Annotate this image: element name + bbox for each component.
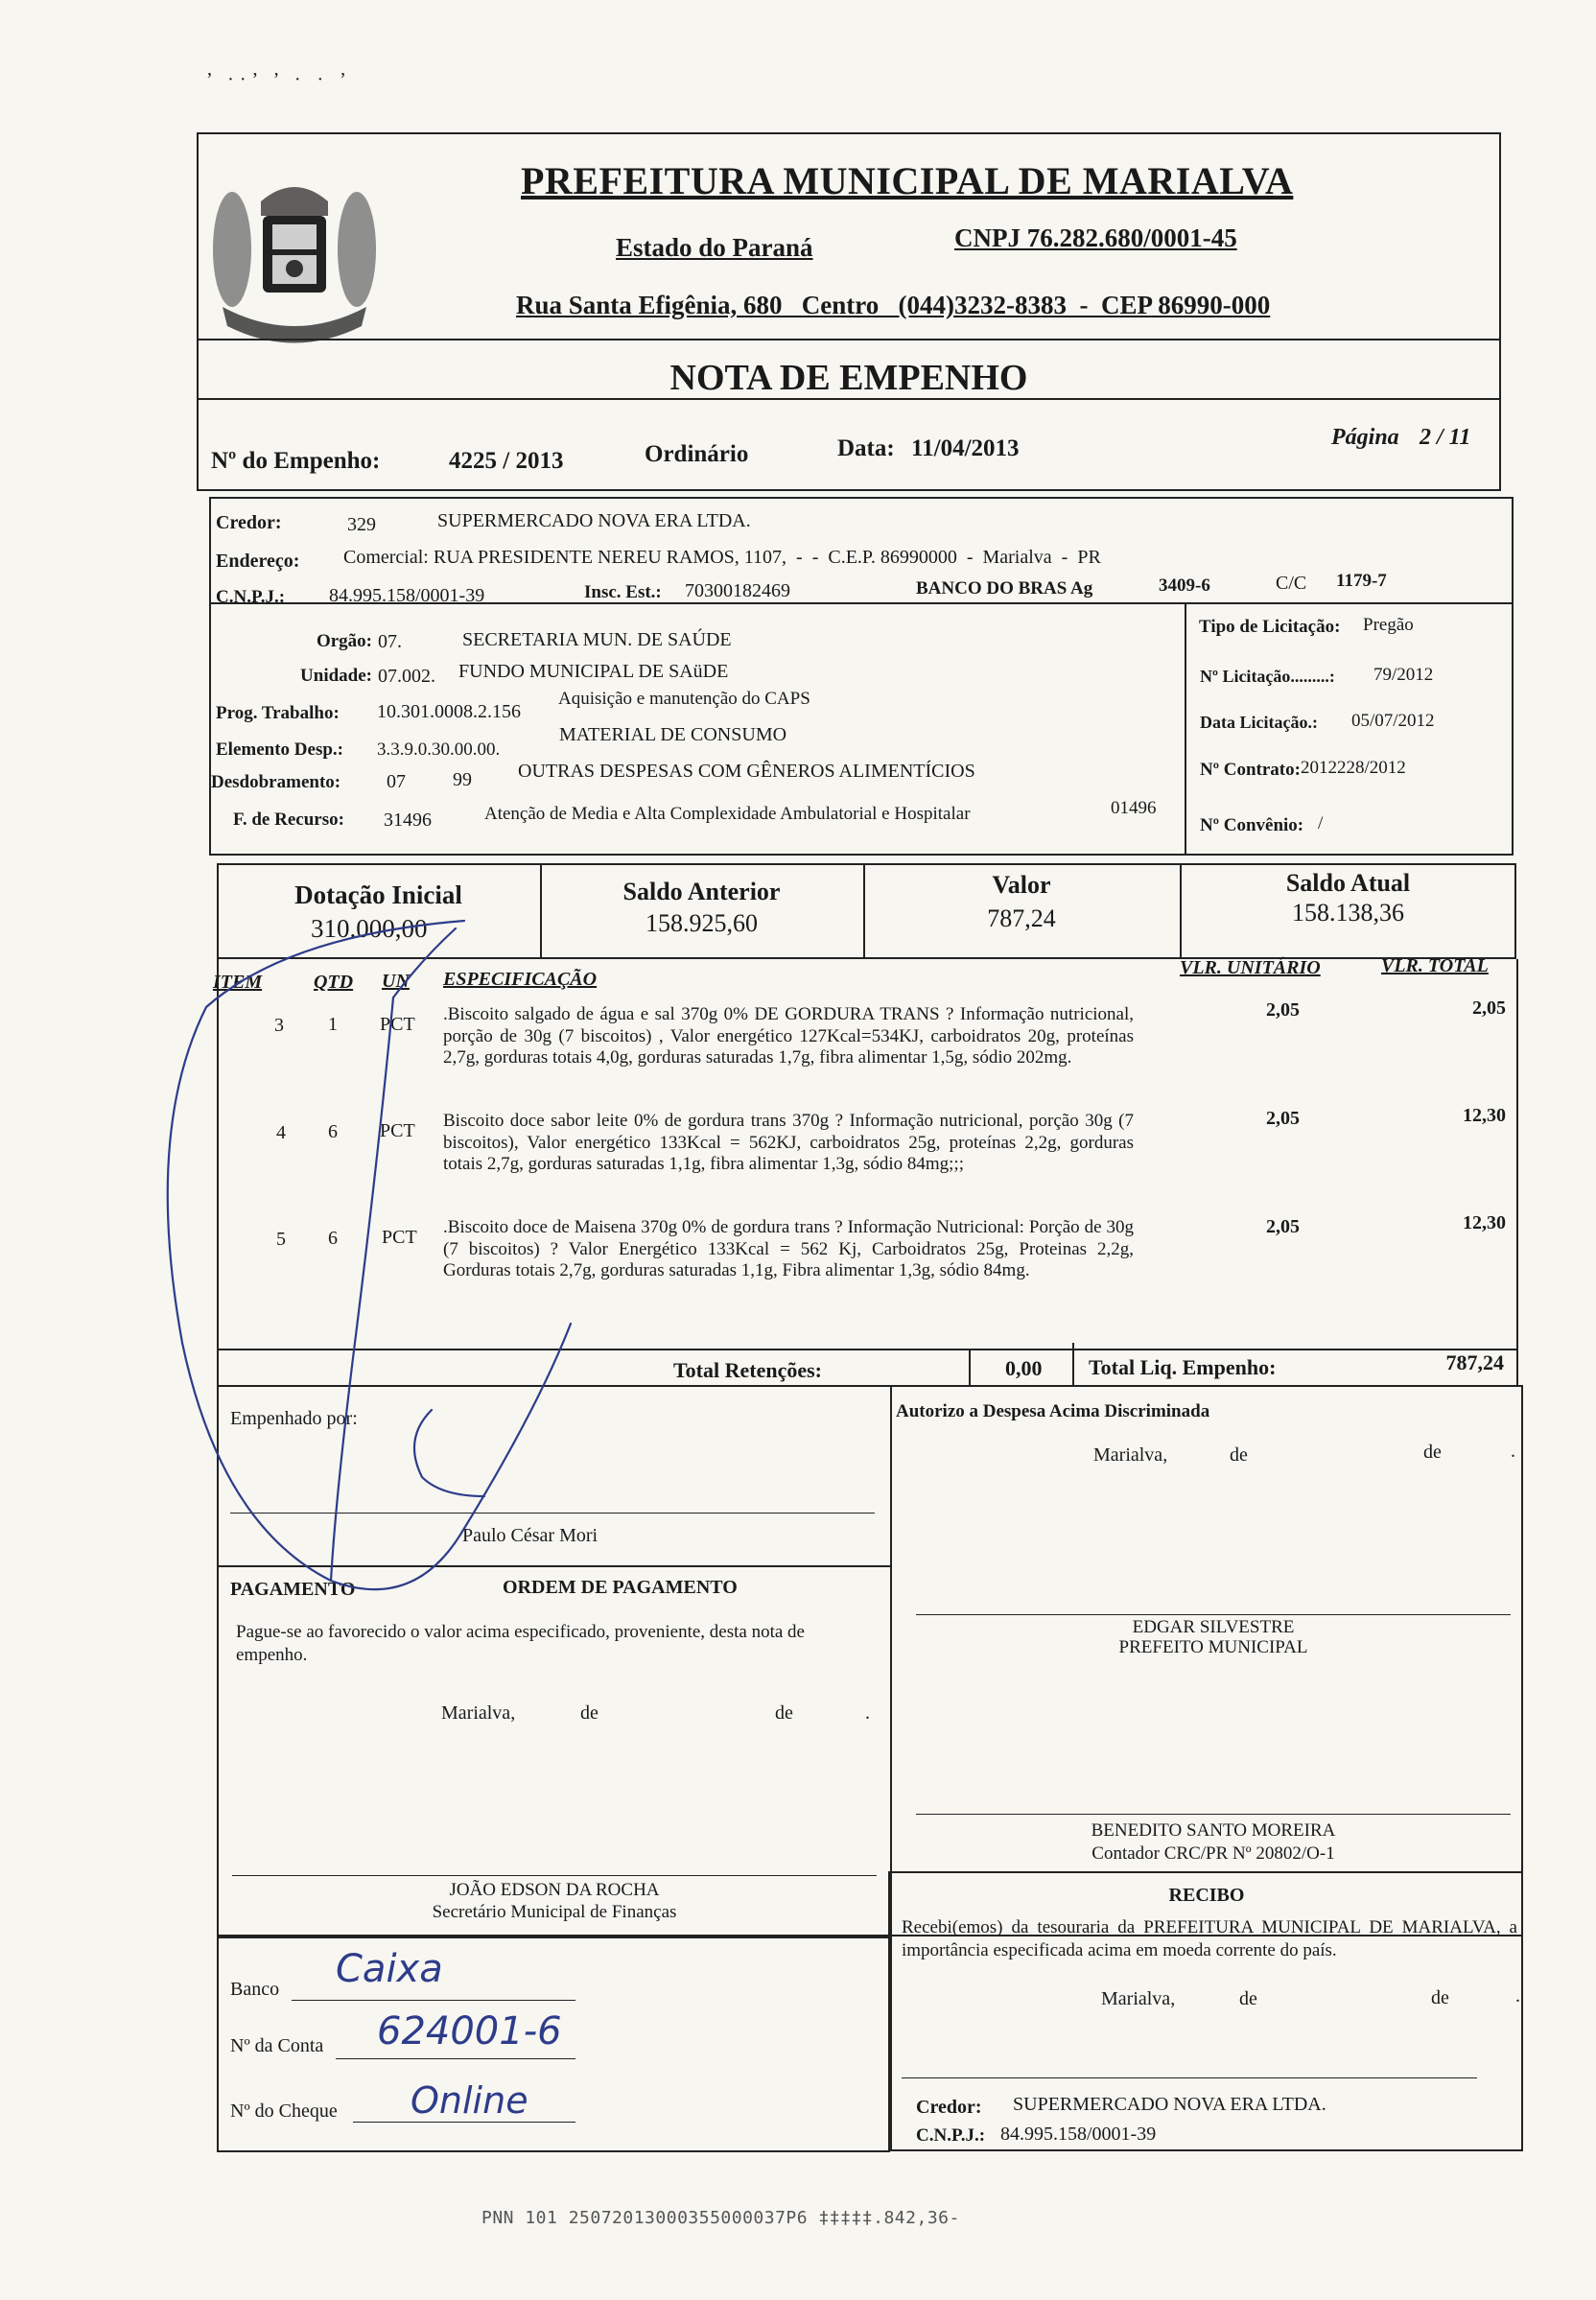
recurso-label: F. de Recurso: [233, 810, 344, 830]
banco-label: Banco [230, 1979, 280, 2000]
numero-licitacao-label: Nº Licitação.........: [1200, 667, 1335, 686]
valor: 787,24 [987, 904, 1056, 932]
item-number: 4 [276, 1122, 286, 1143]
contador-cargo: Contador CRC/PR Nº 20802/O-1 [1091, 1843, 1335, 1864]
item-unit-price: 2,05 [1266, 999, 1300, 1021]
prog-label: Prog. Trabalho: [216, 703, 340, 723]
credor-cnpj: 84.995.158/0001-39 [329, 585, 485, 606]
item-unit-price: 2,05 [1266, 1216, 1300, 1237]
credor-footer-label: Credor: [916, 2097, 982, 2118]
col-qtd: QTD [314, 972, 354, 993]
cnpj-label: C.N.P.J.: [216, 587, 286, 607]
header-address: Rua Santa Efigênia, 680 Centro (044)3232-8383 - CEP 86990-000 [516, 291, 1271, 319]
valor-label: Valor [992, 871, 1051, 899]
tipo-licitacao: Pregão [1363, 615, 1414, 635]
data-licitacao: 05/07/2012 [1351, 711, 1435, 731]
empenho-number-label: Nº do Empenho: [211, 448, 381, 474]
credor-code: 329 [347, 514, 376, 535]
scan-marks: ’ ··’ ’ · · ’ [206, 69, 352, 90]
item-unit: PCT [382, 1227, 417, 1248]
desdobramento-sub: 99 [453, 769, 472, 790]
unidade-name: FUNDO MUNICIPAL DE SAüDE [458, 661, 729, 682]
document-title: NOTA DE EMPENHO [669, 358, 1028, 398]
conta-label: Nº da Conta [230, 2035, 324, 2056]
item-qty: 6 [328, 1121, 338, 1142]
liquido: 787,24 [1445, 1350, 1504, 1374]
col-unitario: VLR. UNITÁRIO [1180, 957, 1321, 978]
recibo-titulo: RECIBO [1168, 1885, 1245, 1906]
header-state: Estado do Paraná [616, 233, 813, 262]
prefeito-cargo: PREFEITO MUNICIPAL [1118, 1637, 1308, 1657]
coat-of-arms-icon [203, 163, 386, 355]
contrato-label: Nº Contrato: [1200, 760, 1301, 780]
desdobramento-code: 07 [387, 771, 406, 792]
saldo-anterior: 158.925,60 [645, 909, 758, 937]
credor-label: Credor: [216, 512, 282, 533]
elemento-code: 3.3.9.0.30.00.00. [377, 739, 501, 760]
item-unit: PCT [380, 1120, 415, 1141]
recibo-local: Marialva, [1101, 1988, 1176, 2009]
banco-label: BANCO DO BRAS Ag [916, 578, 1093, 598]
item-unit-price: 2,05 [1266, 1108, 1300, 1129]
col-un: UN [382, 971, 410, 992]
prog-name: Aquisição e manutenção do CAPS [558, 689, 810, 709]
prog-code: 10.301.0008.2.156 [377, 701, 521, 722]
secretario-nome: JOÃO EDSON DA ROCHA [449, 1880, 660, 1900]
pagamento-de2: de [775, 1702, 793, 1724]
pagamento-de1: de [580, 1702, 598, 1724]
orgao-label: Orgão: [316, 631, 372, 651]
col-especificacao: ESPECIFICAÇÃO [443, 969, 598, 990]
pagamento-label: PAGAMENTO [230, 1579, 356, 1600]
prefeito-nome: EDGAR SILVESTRE [1132, 1617, 1295, 1637]
numero-licitacao: 79/2012 [1373, 665, 1434, 685]
credor-insc: 70300182469 [685, 580, 790, 601]
elemento-label: Elemento Desp.: [216, 739, 343, 760]
conta-value: 624001-6 [377, 2009, 562, 2054]
recurso-code: 31496 [384, 810, 432, 831]
liquido-label: Total Liq. Empenho: [1089, 1355, 1277, 1379]
credor-footer-cnpj-label: C.N.P.J.: [916, 2125, 986, 2146]
autorizo-de1: de [1230, 1444, 1248, 1466]
item-description: Biscoito doce sabor leite 0% de gordura trans 370g ? Informação nutricional, porção 30g (7 biscoitos), Valor energético 133Kcal = 562KJ, carboidratos 25g, proteínas 2,2g, gorduras totais 2,7g, gorduras saturadas 1,1g, fibra alimentar 1,3g, sódio 84mg;;; [443, 1111, 1134, 1174]
unidade-code: 07.002. [378, 666, 435, 687]
credor-footer-cnpj: 84.995.158/0001-39 [1000, 2124, 1157, 2145]
contrato: 2012228/2012 [1301, 758, 1406, 778]
pagamento-texto: Pague-se ao favorecido o valor acima especificado, proveniente, desta nota de empenho. [236, 1622, 805, 1665]
cc-label: C/C [1276, 573, 1307, 594]
secretario-cargo: Secretário Municipal de Finanças [432, 1902, 677, 1922]
recibo-de2: de [1431, 1987, 1449, 2008]
desdobramento-name: OUTRAS DESPESAS COM GÊNEROS ALIMENTÍCIOS [518, 761, 975, 782]
recibo-texto: Recebi(emos) da tesouraria da PREFEITURA MUNICIPAL DE MARIALVA, a importância especificada acima em moeda corrente do país. [902, 1917, 1517, 1960]
recibo-de1: de [1239, 1988, 1257, 2009]
credor-address: Comercial: RUA PRESIDENTE NEREU RAMOS, 1107, - - C.E.P. 86990000 - Marialva - PR [343, 547, 1101, 568]
insc-label: Insc. Est.: [584, 582, 662, 602]
item-unit: PCT [380, 1014, 415, 1035]
credor-name: SUPERMERCADO NOVA ERA LTDA. [437, 510, 751, 531]
item-description: .Biscoito salgado de água e sal 370g 0% DE GORDURA TRANS ? Informação nutricional, porção de 30g (7 biscoitos) , Valor energético 127Kcal=534KJ, carboidratos 20g, proteínas 2,7g, gorduras totais 4,0g, gorduras saturadas 1,7g, fibra alimentar 1,5g, sódio 202mg. [443, 1004, 1134, 1068]
empenho-number: 4225 / 2013 [449, 448, 564, 474]
convenio: / [1318, 813, 1324, 833]
unidade-label: Unidade: [300, 666, 372, 686]
empenho-date-label: Data: [837, 435, 895, 461]
retencoes: 0,00 [1005, 1356, 1043, 1380]
recurso-name: Atenção de Media e Alta Complexidade Ambulatorial e Hospitalar [484, 804, 971, 824]
dotacao-inicial-label: Dotação Inicial [294, 880, 462, 909]
autorizo-dot: . [1511, 1441, 1515, 1462]
saldo-atual-label: Saldo Atual [1285, 869, 1411, 897]
orgao-code: 07. [378, 631, 402, 652]
credor-footer: SUPERMERCADO NOVA ERA LTDA. [1013, 2094, 1326, 2115]
empenhado-label: Empenhado por: [230, 1408, 358, 1429]
autorizo-de2: de [1423, 1442, 1442, 1463]
ordem-pagamento: ORDEM DE PAGAMENTO [503, 1577, 738, 1598]
conta: 1179-7 [1336, 571, 1387, 591]
item-number: 3 [274, 1015, 284, 1036]
item-qty: 1 [328, 1014, 338, 1035]
contador-nome: BENEDITO SANTO MOREIRA [1091, 1820, 1336, 1841]
banco-value: Caixa [336, 1947, 443, 1991]
header-title: PREFEITURA MUNICIPAL DE MARIALVA [521, 159, 1294, 202]
page-number: 2 / 11 [1420, 425, 1471, 450]
saldo-atual: 158.138,36 [1292, 899, 1404, 927]
empenho-type: Ordinário [645, 441, 749, 467]
recibo-dot: . [1515, 1985, 1520, 2007]
endereco-label: Endereço: [216, 551, 300, 572]
item-qty: 6 [328, 1228, 338, 1249]
desdobramento-label: Desdobramento: [211, 772, 341, 792]
item-total: 12,30 [1463, 1105, 1506, 1126]
empenhado-nome: Paulo César Mori [462, 1525, 598, 1546]
retencoes-label: Total Retenções: [673, 1358, 822, 1382]
autorizo-local: Marialva, [1093, 1444, 1168, 1466]
cheque-label: Nº do Cheque [230, 2101, 338, 2122]
col-total: VLR. TOTAL [1381, 955, 1489, 976]
saldo-anterior-label: Saldo Anterior [622, 878, 781, 905]
convenio-label: Nº Convênio: [1200, 815, 1304, 835]
header-cnpj: CNPJ 76.282.680/0001-45 [954, 223, 1237, 252]
tipo-licitacao-label: Tipo de Licitação: [1199, 617, 1341, 637]
orgao-name: SECRETARIA MUN. DE SAÚDE [462, 629, 732, 650]
elemento-name: MATERIAL DE CONSUMO [559, 724, 787, 745]
item-total: 12,30 [1463, 1212, 1506, 1233]
page-label: Página [1331, 425, 1399, 450]
recurso-code2: 01496 [1111, 798, 1157, 818]
pagamento-dot: . [865, 1702, 870, 1724]
col-item: ITEM [213, 972, 263, 993]
cheque-value: Online [411, 2079, 528, 2122]
data-licitacao-label: Data Licitação.: [1200, 713, 1318, 732]
pagamento-local: Marialva, [441, 1702, 516, 1724]
footer-code: PNN 101 25072013000355000037P6 ‡‡‡‡‡.842,36- [481, 2208, 960, 2228]
agencia: 3409-6 [1159, 575, 1210, 596]
item-description: .Biscoito doce de Maisena 370g 0% de gordura trans ? Informação Nutricional: Porção de 30g (7 biscoitos) ? Valor Energético 133Kcal = 562 Kj, Carboidratos 25g, Proteinas 2,2g, Gorduras totais 2,7g, gorduras saturadas 1,1g, Fibra alimentar 1,3g, sódio 84mg. [443, 1217, 1134, 1280]
item-total: 2,05 [1472, 997, 1506, 1019]
empenho-date: 11/04/2013 [911, 435, 1020, 461]
item-number: 5 [276, 1229, 286, 1250]
dotacao-inicial: 310.000,00 [311, 914, 428, 943]
autorizo-label: Autorizo a Despesa Acima Discriminada [896, 1401, 1210, 1421]
